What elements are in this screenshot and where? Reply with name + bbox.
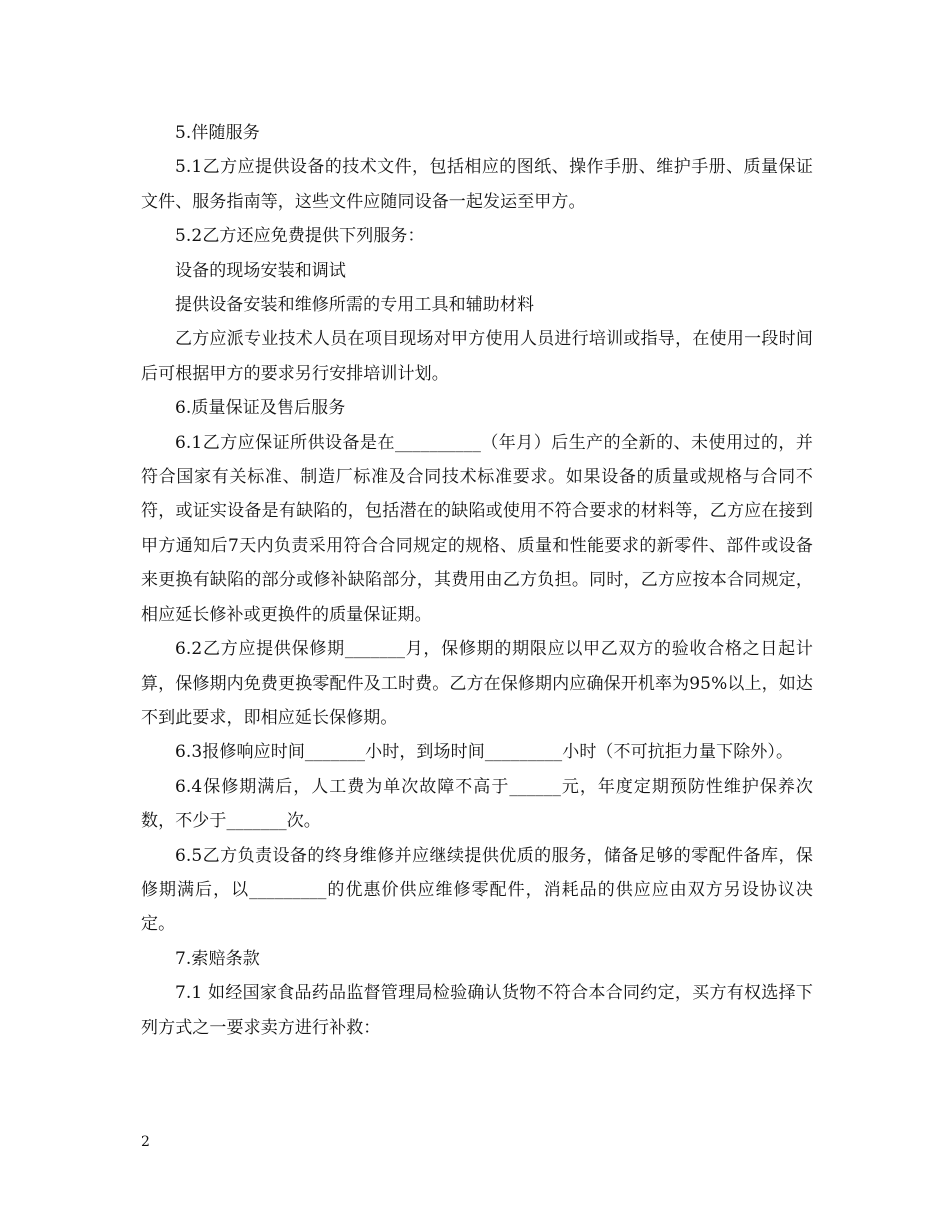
paragraph-6-5: 6.5乙方负责设备的终身维修并应继续提供优质的服务，储备足够的零配件备库，保修期满后，以_________的优惠价供应维修零配件，消耗品的供应应由双方另设协议决定。 (141, 845, 813, 935)
paragraph-5-1: 5.1乙方应提供设备的技术文件，包括相应的图纸、操作手册、维护手册、质量保证文件、服务指南等，这些文件应随同设备一起发运至甲方。 (141, 157, 813, 212)
paragraph-5-2: 5.2乙方还应免费提供下列服务： (175, 226, 425, 247)
paragraph-6-3: 6.3报修响应时间_______小时，到场时间_________小时（不可抗拒力量下除外）。 (175, 742, 794, 763)
paragraph-6-4: 6.4保修期满后，人工费为单次故障不高于______元，年度定期预防性维护保养次数，不少于_______次。 (141, 776, 813, 832)
list-item-onsite-installation: 设备的现场安装和调试 (175, 260, 346, 281)
paragraph-6-1: 6.1乙方应保证所供设备是在__________（年月）后生产的全新的、未使用过的，并符合国家有关标准、制造厂标准及合同技术标准要求。如果设备的质量或规格与合同不符，或证实设备是有缺陷的，包括潜在的缺陷或使用不符合要求的材料等，乙方应在接到甲方通知后7天内负责采用符合合同规定的规格、质量和性能要求的新零件、部件或设备来更换有缺陷的部分或修补缺陷部分，其费用由乙方负担。同时，乙方应按本合同规定，相应延长修补或更换件的质量保证期。 (141, 432, 813, 625)
section-heading-5: 5.伴随服务 (175, 123, 260, 143)
paragraph-7-1: 7.1 如经国家食品药品监督管理局检验确认货物不符合本合同约定，买方有权选择下列方式之一要求卖方进行补救： (141, 983, 813, 1038)
list-item-tools-materials: 提供设备安装和维修所需的专用工具和辅助材料 (175, 295, 535, 316)
section-heading-7: 7.索赔条款 (175, 948, 260, 969)
paragraph-6-2: 6.2乙方应提供保修期_______月，保修期的期限应以甲乙双方的验收合格之日起计算，保修期内免费更换零配件及工时费。乙方在保修期内应确保开机率为95%以上，如达不到此要求，即相应延长保修期。 (141, 639, 813, 728)
document-body (141, 116, 813, 1045)
page-number: 2 (141, 1134, 150, 1150)
list-item-training: 乙方应派专业技术人员在项目现场对甲方使用人员进行培训或指导，在使用一段时间后可根据甲方的要求另行安排培训计划。 (141, 329, 813, 384)
section-heading-6: 6.质量保证及售后服务 (175, 398, 346, 419)
